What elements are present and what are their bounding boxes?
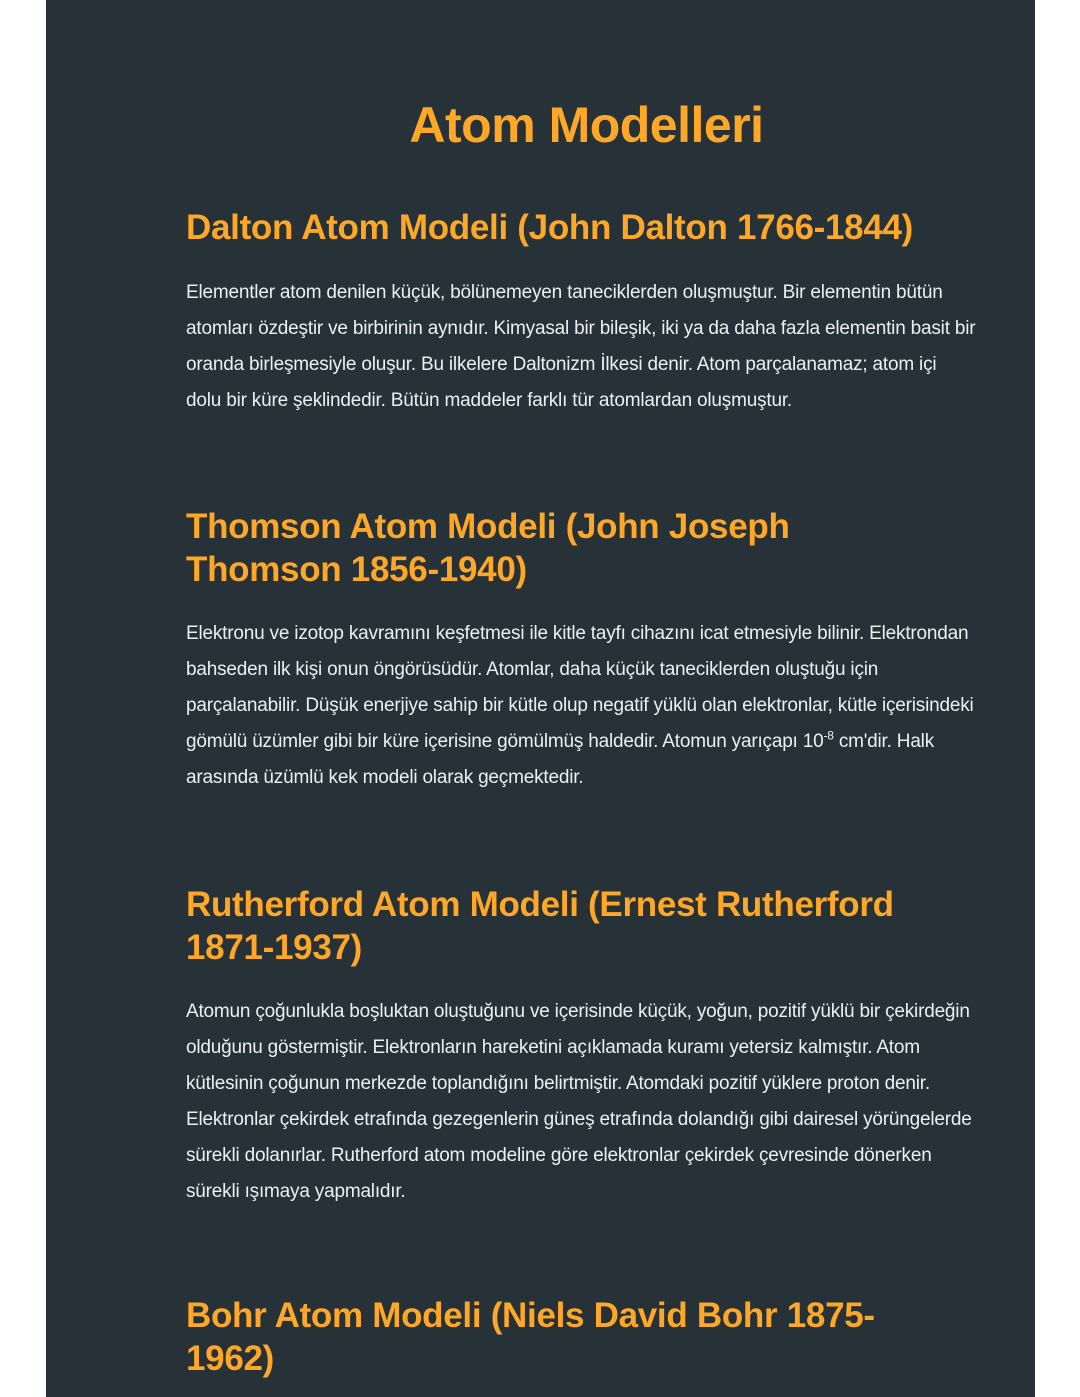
thomson-text-before: Elektronu ve izotop kavramını keşfetmesi ile kitle tayfı cihazını icat etmesiyle bilinir. Elektrondan bahseden ilk kişi onun öngörüsüdür. Atomlar, daha küçük taneciklerden oluştuğu için parçalanabilir. Düşük enerjiye sahip bir kütle olup negatif yüklü olan elektronlar, kütle içerisindeki gömülü üzümler gibi bir küre içerisine gömülmüş haldedir. Atomun yarıçapı 10 xyxy=(186,623,974,752)
section-text-rutherford: Atomun çoğunlukla boşluktan oluştuğunu ve içerisinde küçük, yoğun, pozitif yüklü bir çekirdeğin olduğunu göstermiştir. Elektronların hareketini açıklamada kuramı yetersiz kalmıştır. Atom kütlesinin çoğunun merkezde toplandığını belirtmiştir. Atomdaki pozitif yüklere proton denir. Elektronlar çekirdek etrafında gezegenlerin güneş etrafında dolandığı gibi dairesel yörüngelerde sürekli dolanırlar. Rutherford atom modeline göre elektronlar çekirdek çevresinde dönerken sürekli ışımaya yapmalıdır. xyxy=(186,1001,972,1202)
section-text-dalton: Elementler atom denilen küçük, bölünemeyen taneciklerden oluşmuştur. Bir elementin bütün atomları özdeştir ve birbirinin aynıdır. Kimyasal bir bileşik, iki ya da daha fazla elementin basit bir oranda birleşmesiyle oluşur. Bu ilkelere Daltonizm İlkesi denir. Atom parçalanamaz; atom içi dolu bir küre şeklindedir. Bütün maddeler farklı tür atomlardan oluşmuştur. xyxy=(186,282,976,411)
exponent: -8 xyxy=(823,728,834,743)
section-heading-dalton: Dalton Atom Modeli (John Dalton 1766-1844) xyxy=(186,208,914,247)
page-title: Atom Modelleri xyxy=(409,97,764,153)
section-heading-thomson: Thomson Atom Modeli (John Joseph Thomson 1856-1940) xyxy=(186,507,790,589)
section-heading-rutherford: Rutherford Atom Modeli (Ernest Rutherford 1871-1937) xyxy=(186,885,894,967)
section-heading-bohr: Bohr Atom Modeli (Niels David Bohr 1875-1962) xyxy=(186,1296,875,1378)
section-text-thomson xyxy=(186,616,981,796)
document-page xyxy=(46,0,1035,1397)
thomson-text-after: cm'dir. Halk arasında üzümlü kek modeli olarak geçmektedir. xyxy=(186,731,935,788)
